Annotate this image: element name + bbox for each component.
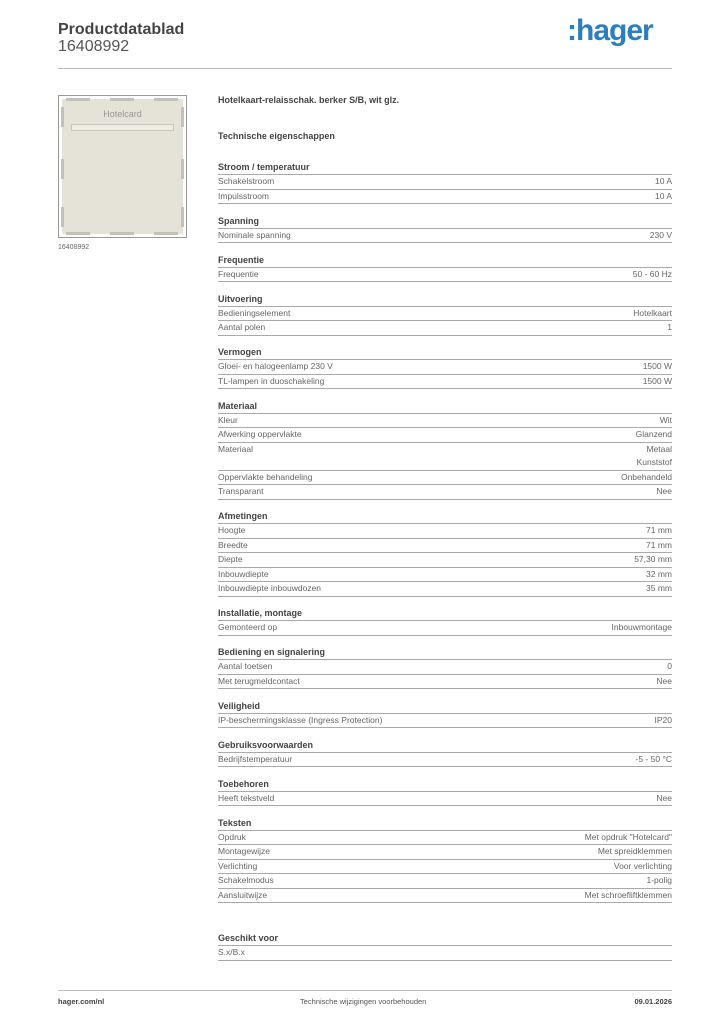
spec-row [218, 845, 672, 860]
spec-value: 57,30 mm [634, 554, 672, 564]
spec-row [218, 375, 672, 390]
spec-label: S.x/B.x [218, 947, 245, 957]
footer-divider [58, 990, 672, 991]
spec-value: 1-polig [646, 875, 672, 885]
spec-label: Bedieningselement [218, 307, 291, 318]
spec-row [218, 229, 672, 244]
spec-label: Verlichting [218, 860, 258, 871]
spec-row [218, 414, 672, 429]
tech-heading: Technische eigenschappen [218, 131, 335, 141]
spec-row [218, 190, 672, 205]
spec-label: Transparant [218, 486, 264, 496]
spec-label: Montagewijze [218, 846, 270, 856]
spec-row [218, 485, 672, 500]
spec-value: 230 V [649, 229, 672, 240]
spec-label: Inbouwdiepte inbouwdozen [218, 583, 322, 593]
spec-label: Inbouwdiepte [218, 568, 269, 579]
spec-row [218, 792, 672, 807]
spec-label: Diepte [218, 554, 243, 564]
spec-row [218, 753, 672, 768]
image-label: Hotelcard [103, 109, 142, 119]
section-title: Geschikt voor [218, 931, 672, 946]
spec-section [218, 160, 672, 204]
footer-url[interactable]: hager.com/nl [58, 997, 105, 1006]
spec-row [218, 360, 672, 375]
spec-row [218, 675, 672, 690]
spec-section [218, 214, 672, 244]
spec-row [218, 621, 672, 636]
spec-value: 32 mm [646, 568, 672, 579]
spec-value: Hotelkaart [633, 307, 672, 318]
spec-row [218, 321, 672, 336]
spec-row [218, 831, 672, 846]
footer-note: Technische wijzigingen voorbehouden [300, 997, 427, 1006]
section-title: Uitvoering [218, 292, 672, 307]
spec-label: Met terugmeldcontact [218, 675, 300, 686]
spec-label: Hoogte [218, 525, 246, 535]
section-title: Stroom / temperatuur [218, 160, 672, 175]
spec-table [218, 95, 672, 970]
spec-section [218, 931, 672, 961]
header-divider [58, 68, 672, 69]
spec-section [218, 253, 672, 283]
spec-label: Aantal polen [218, 322, 266, 332]
product-number: 16408992 [58, 38, 130, 55]
spec-value: 1 [667, 322, 672, 332]
spec-label: Schakelstroom [218, 176, 275, 186]
section-title: Materiaal [218, 399, 672, 414]
spec-section [218, 509, 672, 597]
product-title: Hotelkaart-relaisschak. berker S/B, wit glz. [218, 95, 400, 105]
spec-label: Bedrijfstemperatuur [218, 753, 293, 764]
spec-section [218, 606, 672, 636]
spec-row [218, 660, 672, 675]
spec-row [218, 714, 672, 729]
hager-logo: :hager [567, 14, 653, 47]
spec-row [218, 553, 672, 568]
spec-value: 1500 W [642, 361, 672, 371]
spec-value: Glanzend [635, 429, 672, 439]
spec-label: Opdruk [218, 831, 246, 842]
section-title: Gebruiksvoorwaarden [218, 738, 672, 753]
section-title: Teksten [218, 816, 672, 831]
spec-value: 10 A [654, 190, 672, 201]
spec-value: -5 - 50 °C [635, 753, 672, 764]
image-caption: 16408992 [58, 244, 90, 251]
spec-row [218, 175, 672, 190]
spec-row [218, 307, 672, 322]
spec-value: 71 mm [646, 539, 672, 550]
spec-row [218, 471, 672, 486]
spec-row [218, 524, 672, 539]
spec-label: Oppervlakte behandeling [218, 471, 313, 482]
card-slot [71, 124, 174, 131]
product-image [58, 95, 187, 238]
spec-section [218, 699, 672, 729]
spec-value: 10 A [654, 176, 672, 186]
spec-value: 50 - 60 Hz [632, 268, 672, 279]
section-title: Bediening en signalering [218, 645, 672, 660]
spec-section [218, 399, 672, 500]
spec-value: 35 mm [646, 583, 672, 593]
spec-label: TL-lampen in duoschakeling [218, 375, 325, 386]
spec-label: Aantal toetsen [218, 661, 273, 671]
spec-label: Heeft tekstveld [218, 792, 275, 803]
spec-row [218, 268, 672, 283]
spec-label: Frequentie [218, 268, 259, 279]
spec-value: Inbouwmontage [611, 622, 672, 632]
spec-label: Schakelmodus [218, 875, 274, 885]
spec-value: Voor verlichting [613, 860, 672, 871]
spec-row [218, 874, 672, 889]
spec-label: Materiaal [218, 443, 253, 454]
spec-row [218, 539, 672, 554]
spec-label: IP-beschermingsklasse (Ingress Protection) [218, 714, 383, 725]
spec-label: Afwerking oppervlakte [218, 429, 302, 439]
spec-value: Wit [659, 414, 672, 425]
section-title: Frequentie [218, 253, 672, 268]
section-title: Toebehoren [218, 777, 672, 792]
spec-row [218, 428, 672, 443]
section-title: Vermogen [218, 345, 672, 360]
section-title: Afmetingen [218, 509, 672, 524]
spec-section [218, 345, 672, 389]
spec-label: Gloei- en halogeenlamp 230 V [218, 361, 333, 371]
spec-value: Nee [656, 792, 672, 803]
spec-section [218, 292, 672, 336]
spec-label: Kleur [218, 414, 238, 425]
spec-value: IP20 [654, 714, 672, 725]
spec-value: Nee [656, 486, 672, 496]
spec-section [218, 816, 672, 904]
spec-label: Impulsstroom [218, 190, 270, 201]
spec-label: Aansluitwijze [218, 889, 268, 900]
spec-value: Met schroefliftklemmen [584, 889, 672, 900]
spec-label: Breedte [218, 539, 248, 550]
spec-section [218, 777, 672, 807]
spec-label: Nominale spanning [218, 229, 291, 240]
spec-value: 0 [667, 661, 672, 671]
spec-row [218, 582, 672, 597]
page-title: Productdatablad [58, 21, 185, 38]
section-title: Spanning [218, 214, 672, 229]
spec-value: Met spreidklemmen [597, 846, 672, 856]
spec-row [218, 946, 672, 961]
spec-value: Metaal Kunststof [636, 443, 672, 467]
spec-section [218, 738, 672, 768]
spec-value: 71 mm [646, 525, 672, 535]
spec-row [218, 568, 672, 583]
spec-value: Nee [656, 675, 672, 686]
section-title: Veiligheid [218, 699, 672, 714]
spec-value: Met opdruk "Hotelcard" [584, 831, 672, 842]
spec-label: Gemonteerd op [218, 622, 278, 632]
spec-row [218, 889, 672, 904]
section-title: Installatie, montage [218, 606, 672, 621]
footer-date: 09.01.2026 [634, 997, 672, 1006]
spec-row [218, 860, 672, 875]
spec-row [218, 443, 672, 471]
spec-value: 1500 W [642, 375, 672, 386]
spec-section [218, 645, 672, 689]
spec-value: Onbehandeld [620, 471, 672, 482]
